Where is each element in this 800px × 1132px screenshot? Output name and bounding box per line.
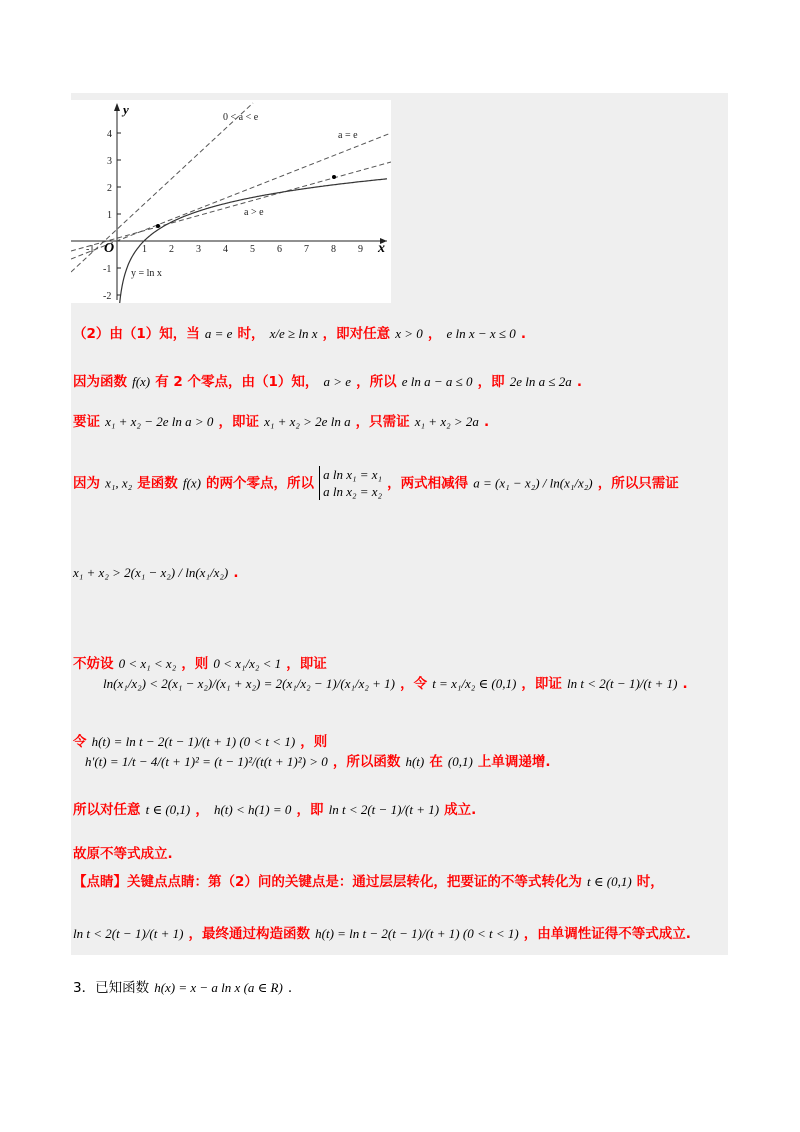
y-tick-2: 2: [107, 183, 112, 194]
line-8: 所以对任意 t ∈ (0,1) ， h(t) < h(1) = 0 ，即 ln t < 2(t − 1)/(t + 1) 成立.: [73, 802, 477, 818]
line-10: 【点睛】关键点点睛：第（2）问的关键点是：通过层层转化，把要证的不等式转化为 t ∈ (0,1) 时，: [73, 874, 664, 890]
y-tick-4: 4: [107, 129, 112, 140]
line-2: 因为函数 f(x) 有 2 个零点，由（1）知， a > e ，所以 e ln a − a ≤ 0 ，即 2e ln a ≤ 2a .: [73, 374, 582, 390]
x-tick-7: 7: [304, 244, 309, 255]
x-tick-1: 1: [142, 244, 147, 255]
line-9: 故原不等式成立.: [73, 846, 173, 862]
text: 时，: [237, 326, 265, 342]
line-11: ln t < 2(t − 1)/(t + 1) ，最终通过构造函数 h(t) = ln t − 2(t − 1)/(t + 1) (0 < t < 1) ，由单调性证得不等式成立.: [73, 926, 691, 942]
text: ，即对任意: [322, 326, 391, 342]
line-6: 不妨设 0 < x₁ < x₂ ，则 0 < x₁/x₂ < 1 ，即证 ln(x₁/x₂) < 2(x₁ − x₂)/(x₁ + x₂) = 2(x₁/x₂ − 1)/(x₁/x₂ + 1) ，令 t = x₁/x₂ ∈ (0,1) ，即证 ln t < 2(t − 1)/(t + 1) .: [73, 656, 688, 692]
line-7: 令 h(t) = ln t − 2(t − 1)/(t + 1) (0 < t < 1) ，则 h′(t) = 1/t − 4/(t + 1)² = (t − 1)²/(t(t + 1)²) > 0 ，所以函数 h(t) 在 (0,1) 上单调递增.: [73, 734, 551, 770]
function-graph: [71, 100, 391, 303]
y-tick-1: 1: [107, 210, 112, 221]
x-tick-4: 4: [223, 244, 228, 255]
math: a = e: [204, 326, 233, 341]
y-axis-label: y: [123, 102, 129, 117]
text: （2）由（1）知，当: [73, 326, 200, 342]
x-tick-8: 8: [331, 244, 336, 255]
x-tick-5: 5: [250, 244, 255, 255]
x-tick-3: 3: [196, 244, 201, 255]
label-a-lt-e: 0 < a < e: [223, 112, 259, 123]
origin-label: O: [104, 241, 115, 256]
x-tick-6: 6: [277, 244, 282, 255]
line-5: x₁ + x₂ > 2(x₁ − x₂) / ln(x₁/x₂) .: [73, 565, 239, 581]
label-curve: y = ln x: [131, 268, 162, 279]
line-1: （2）由（1）知，当 a = e 时， x/e ≥ ln x ，即对任意 x > 0 ， e ln x − x ≤ 0 .: [73, 326, 527, 342]
x-axis-label: x: [378, 241, 385, 256]
y-tick-3: 3: [107, 156, 112, 167]
x-tick-9: 9: [358, 244, 363, 255]
math: e ln x − x ≤ 0: [446, 326, 516, 341]
tangent-point-1: [156, 224, 160, 228]
math: x > 0: [395, 326, 423, 341]
tangent-point-2: [332, 175, 336, 179]
label-a-eq-e: a = e: [338, 130, 358, 141]
y-tick-neg2: -2: [103, 291, 112, 302]
y-tick-neg1: -1: [103, 264, 112, 275]
x-tick-2: 2: [169, 244, 174, 255]
label-a-gt-e: a > e: [244, 207, 264, 218]
line-3: 要证 x₁ + x₂ − 2e ln a > 0 ，即证 x₁ + x₂ > 2e ln a ，只需证 x₁ + x₂ > 2a .: [73, 414, 490, 430]
question-3: 3．已知函数 h(x) = x − a ln x (a ∈ R) .: [73, 980, 293, 996]
math: x/e ≥ ln x: [269, 326, 318, 341]
line-4: 因为 x₁, x₂ 是函数 f(x) 的两个零点，所以 a ln x₁ = x₁ a ln x₂ = x₂ ，两式相减得 a = (x₁ − x₂) / ln(x₁/x₂) ，所以只需证: [73, 467, 679, 499]
x-tick-neg1: -1: [86, 244, 95, 255]
